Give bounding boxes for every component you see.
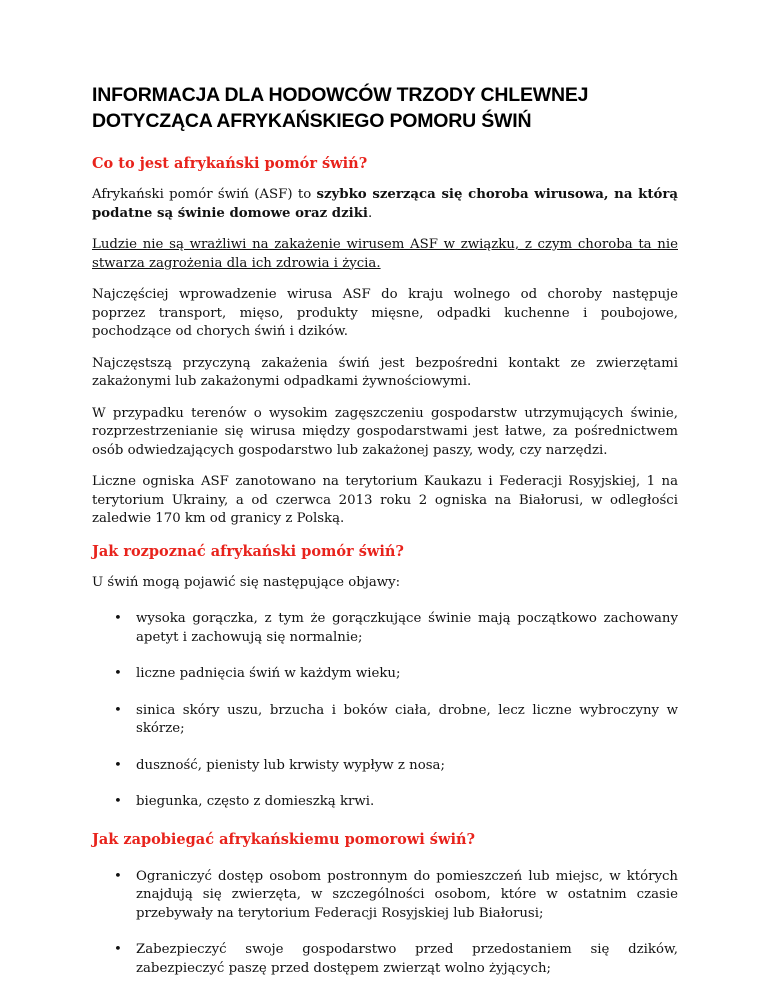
definition-bold: szybko szerząca się choroba wirusowa, na którą podatne są świnie domowe oraz dziki bbox=[92, 187, 679, 221]
list-item bbox=[92, 610, 678, 647]
prevention-list bbox=[92, 868, 678, 979]
definition-suffix: . bbox=[367, 205, 373, 221]
paragraph-human-safety: Ludzie nie są wrażliwi na zakażenie wirusem ASF w związku, z czym choroba ta nie stwarza zagrożenia dla ich zdrowia i życia. bbox=[92, 237, 678, 271]
list-item-text: duszność, pienisty lub krwisty wypływ z nosa; bbox=[136, 757, 445, 773]
paragraph-definition bbox=[92, 186, 678, 223]
section-heading-what-is-asf: Co to jest afrykański pomór świń? bbox=[92, 155, 368, 172]
list-item bbox=[92, 941, 678, 978]
list-item-text: wysoka gorączka, z tym że gorączkujące świnie mają początkowo zachowany apetyt i zachowują się normalnie; bbox=[136, 611, 678, 645]
document-page bbox=[92, 82, 678, 996]
list-item-text: sinica skóry uszu, brzucha i boków ciała, drobne, lecz liczne wybroczyny w skórze; bbox=[136, 702, 678, 736]
list-item bbox=[92, 665, 678, 684]
bullet-icon: • bbox=[114, 702, 122, 718]
list-item bbox=[92, 702, 678, 739]
bullet-icon: • bbox=[114, 794, 122, 809]
paragraph-main-cause: Najczęstszą przyczyną zakażenia świń jest bezpośredni kontakt ze zwierzętami zakażonymi lub zakażonymi odpadkami żywnościowymi. bbox=[92, 355, 678, 389]
list-item-text: Ograniczyć dostęp osobom postronnym do pomieszczeń lub miejsc, w których znajdują się zwierzęta, w szczególności osobom, które w ostatnim czasie przebywały na terytorium Federacji Rosyjskiej lub Białorusi; bbox=[136, 868, 678, 921]
document-title: INFORMACJA DLA HODOWCÓW TRZODY CHLEWNEJ DOTYCZĄCA AFRYKAŃSKIEGO POMORU ŚWIŃ bbox=[92, 84, 589, 132]
paragraph-outbreaks: Liczne ogniska ASF zanotowano na terytorium Kaukazu i Federacji Rosyjskiej, 1 na terytorium Ukrainy, a od czerwca 2013 roku 2 ogniska na Białorusi, w odległości zaledwie 170 km od granicy z Polską. bbox=[92, 474, 678, 526]
paragraph-symptoms-intro: U świń mogą pojawić się następujące objawy: bbox=[92, 574, 401, 590]
list-item-text: Zabezpieczyć swoje gospodarstwo przed przedostaniem się dzików, zabezpieczyć paszę przed dostępem zwierząt wolno żyjących; bbox=[136, 942, 678, 976]
bullet-icon: • bbox=[114, 942, 122, 957]
paragraph-transmission-routes: Najczęściej wprowadzenie wirusa ASF do kraju wolnego od choroby następuje poprzez transport, mięso, produkty mięsne, odpadki kuchenne i poubojowe, pochodzące od chorych świń i dzików. bbox=[92, 287, 678, 339]
symptoms-list bbox=[92, 610, 678, 812]
bullet-icon: • bbox=[114, 868, 122, 884]
section-heading-prevention: Jak zapobiegać afrykańskiemu pomorowi świń? bbox=[92, 830, 475, 848]
bullet-icon: • bbox=[114, 611, 122, 626]
definition-prefix: Afrykański pomór świń (ASF) to bbox=[92, 187, 317, 202]
paragraph-dense-areas: W przypadku terenów o wysokim zagęszczeniu gospodarstw utrzymujących świnie, rozprzestrzenianie się wirusa między gospodarstwami jest łatwe, za pośrednictwem osób odwiedzających gospodarstwo lub zakażonej paszy, wody, czy narzędzi. bbox=[92, 405, 678, 458]
list-item bbox=[92, 793, 678, 812]
bullet-icon: • bbox=[114, 666, 122, 681]
section-heading-recognition: Jak rozpoznać afrykański pomór świń? bbox=[92, 542, 404, 560]
list-item-text: biegunka, często z domieszką krwi. bbox=[136, 794, 375, 809]
bullet-icon: • bbox=[114, 757, 122, 773]
list-item-text: liczne padnięcia świń w każdym wieku; bbox=[136, 666, 401, 681]
list-item bbox=[92, 757, 678, 776]
list-item bbox=[92, 868, 678, 924]
